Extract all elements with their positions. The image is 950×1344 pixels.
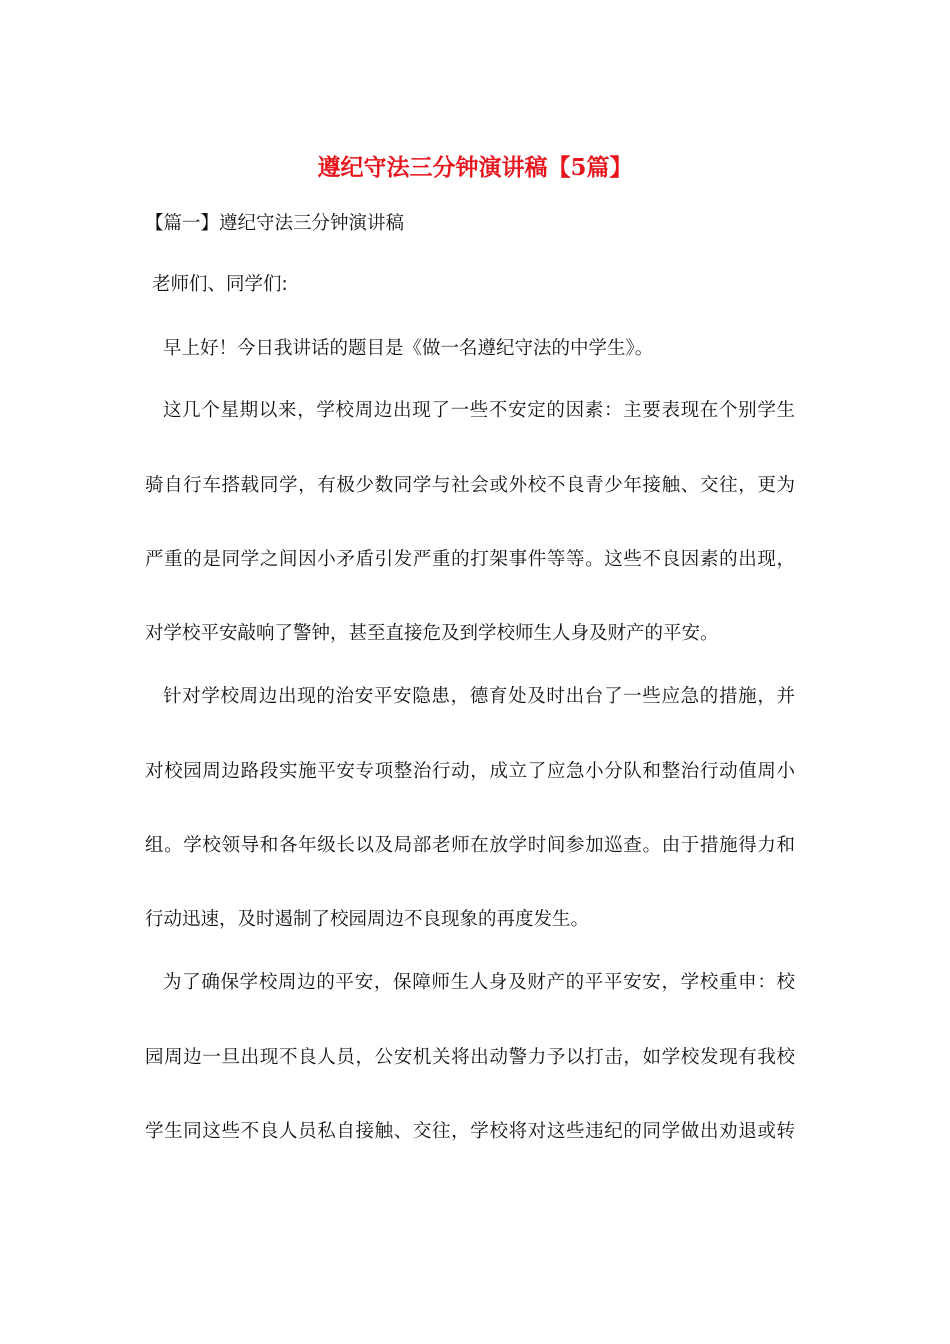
paragraph-line: 这几个星期以来，学校周边出现了一些不安定的因素：主要表现在个别学生 xyxy=(163,400,795,421)
paragraph-line: 骑自行车搭载同学，有极少数同学与社会或外校不良青少年接触、交往，更为 xyxy=(145,475,795,496)
paragraph-line: 针对学校周边出现的治安平安隐患，德育处及时出台了一些应急的措施，并 xyxy=(163,686,795,707)
document-title: 遵纪守法三分钟演讲稿【5篇】 xyxy=(317,154,633,181)
paragraph-line: 对校园周边路段实施平安专项整治行动，成立了应急小分队和整治行动值周小 xyxy=(145,761,795,782)
salutation-line: 老师们、同学们: xyxy=(152,274,288,295)
paragraph-line: 严重的是同学之间因小矛盾引发严重的打架事件等等。这些不良因素的出现， xyxy=(145,549,795,570)
paragraph-line: 行动迅速，及时遏制了校园周边不良现象的再度发生。 xyxy=(145,909,590,930)
paragraph-line: 为了确保学校周边的平安，保障师生人身及财产的平平安安，学校重申：校 xyxy=(163,972,795,993)
paragraph-line: 组。学校领导和各年级长以及局部老师在放学时间参加巡查。由于措施得力和 xyxy=(145,835,795,856)
paragraph-line: 学生同这些不良人员私自接触、交往，学校将对这些违纪的同学做出劝退或转 xyxy=(145,1121,795,1142)
paragraph-line: 对学校平安敲响了警钟，甚至直接危及到学校师生人身及财产的平安。 xyxy=(145,623,719,644)
section-heading: 【篇一】遵纪守法三分钟演讲稿 xyxy=(145,213,405,234)
paragraph-line: 园周边一旦出现不良人员，公安机关将出动警力予以打击，如学校发现有我校 xyxy=(145,1047,795,1068)
paragraph-line: 早上好！今日我讲话的题目是《做一名遵纪守法的中学生》。 xyxy=(163,338,654,359)
